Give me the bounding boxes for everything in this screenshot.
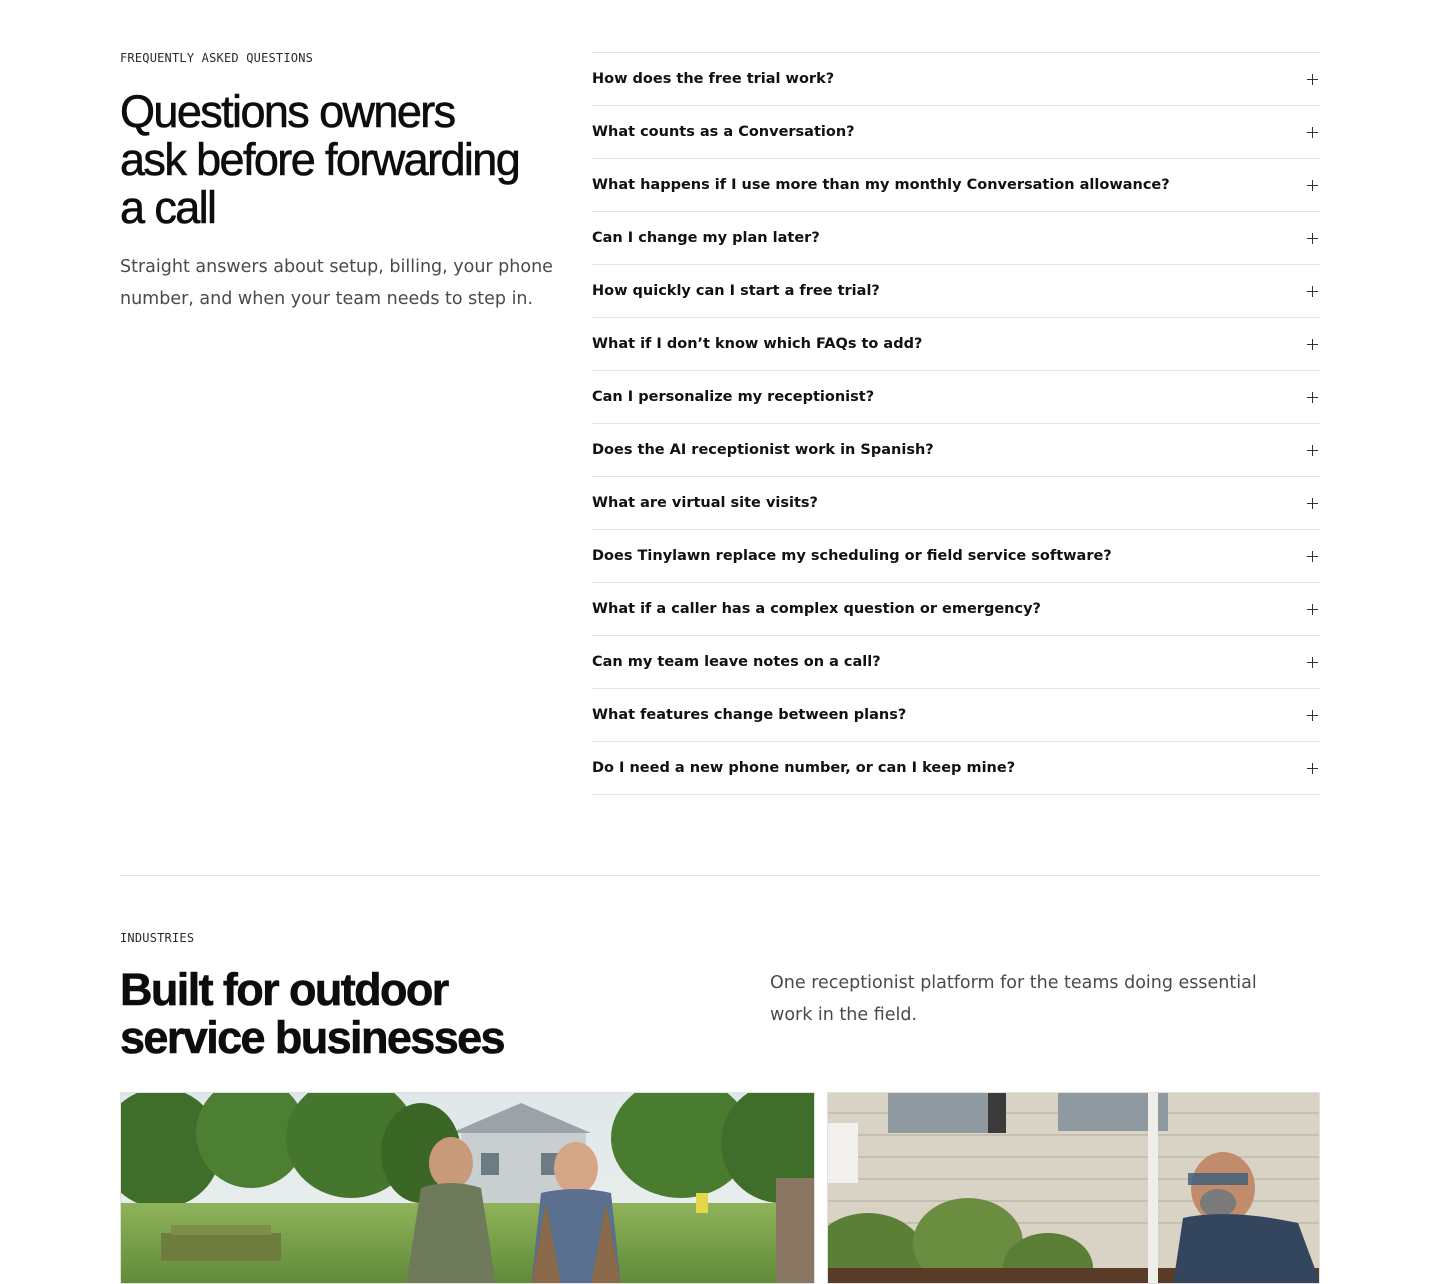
faq-item[interactable] bbox=[592, 583, 1320, 636]
faq-item[interactable] bbox=[592, 159, 1320, 212]
faq-item[interactable] bbox=[592, 318, 1320, 371]
faq-question: What counts as a Conversation? bbox=[592, 123, 855, 140]
faq-eyebrow: FREQUENTLY ASKED QUESTIONS bbox=[120, 51, 314, 65]
industries-lede: One receptionist platform for the teams doing essential work in the field. bbox=[770, 973, 1257, 1025]
faq-item[interactable] bbox=[592, 742, 1320, 795]
faq-item[interactable] bbox=[592, 636, 1320, 689]
faq-item[interactable] bbox=[592, 53, 1320, 106]
faq-question: Does Tinylawn replace my scheduling or field service software? bbox=[592, 547, 1112, 564]
plus-icon bbox=[1307, 392, 1318, 403]
faq-item[interactable] bbox=[592, 265, 1320, 318]
plus-icon bbox=[1307, 74, 1318, 85]
faq-item[interactable] bbox=[592, 477, 1320, 530]
faq-question: How quickly can I start a free trial? bbox=[592, 282, 880, 299]
faq-item[interactable] bbox=[592, 424, 1320, 477]
plus-icon bbox=[1307, 180, 1318, 191]
faq-section bbox=[120, 0, 1320, 876]
faq-item[interactable] bbox=[592, 212, 1320, 265]
pest-control-image bbox=[828, 1093, 1320, 1284]
industries-title: Built for outdoor service businesses bbox=[120, 964, 504, 1063]
plus-icon bbox=[1307, 551, 1318, 562]
plus-icon bbox=[1307, 763, 1318, 774]
faq-question: What features change between plans? bbox=[592, 706, 907, 723]
landscaping-photo[interactable] bbox=[120, 1092, 815, 1284]
plus-icon bbox=[1307, 286, 1318, 297]
industries-eyebrow: INDUSTRIES bbox=[120, 931, 195, 945]
plus-icon bbox=[1307, 445, 1318, 456]
faq-question: Can I personalize my receptionist? bbox=[592, 388, 875, 405]
faq-question: What are virtual site visits? bbox=[592, 494, 818, 511]
faq-list bbox=[592, 52, 1320, 795]
faq-question: What if I don’t know which FAQs to add? bbox=[592, 335, 923, 352]
faq-subtitle: Straight answers about setup, billing, your phone number, and when your team needs to step in. bbox=[120, 257, 553, 309]
plus-icon bbox=[1307, 710, 1318, 721]
landscaping-image bbox=[121, 1093, 815, 1284]
faq-question: What if a caller has a complex question or emergency? bbox=[592, 600, 1041, 617]
faq-item[interactable] bbox=[592, 530, 1320, 583]
faq-question: Can my team leave notes on a call? bbox=[592, 653, 881, 670]
pest-control-photo[interactable] bbox=[827, 1092, 1320, 1284]
section-divider bbox=[120, 875, 1320, 876]
faq-question: Can I change my plan later? bbox=[592, 229, 820, 246]
plus-icon bbox=[1307, 127, 1318, 138]
faq-question: Do I need a new phone number, or can I keep mine? bbox=[592, 759, 1016, 776]
plus-icon bbox=[1307, 657, 1318, 668]
faq-item[interactable] bbox=[592, 106, 1320, 159]
faq-question: Does the AI receptionist work in Spanish? bbox=[592, 441, 934, 458]
faq-question: How does the free trial work? bbox=[592, 70, 835, 87]
faq-item[interactable] bbox=[592, 371, 1320, 424]
plus-icon bbox=[1307, 339, 1318, 350]
plus-icon bbox=[1307, 604, 1318, 615]
plus-icon bbox=[1307, 233, 1318, 244]
faq-intro bbox=[120, 50, 570, 315]
faq-question: What happens if I use more than my monthly Conversation allowance? bbox=[592, 176, 1170, 193]
plus-icon bbox=[1307, 498, 1318, 509]
faq-title: Questions owners ask before forwarding a call bbox=[120, 86, 520, 233]
faq-item[interactable] bbox=[592, 689, 1320, 742]
